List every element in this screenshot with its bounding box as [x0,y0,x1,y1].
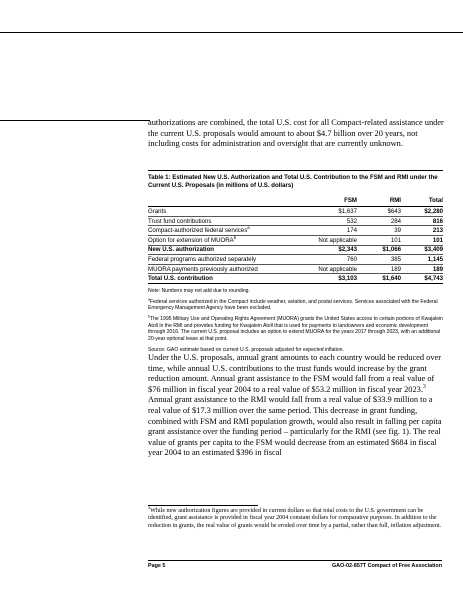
cell-fsm: 174 [301,226,357,236]
cell-rmi: $1,066 [357,245,401,255]
cell-fsm: $2,343 [301,245,357,255]
table-notes [148,288,443,353]
cell-rmi: 385 [357,255,401,265]
cell-total: 189 [401,264,443,274]
footnote-marker: b [233,234,237,240]
cell-rmi: $643 [357,207,401,217]
page-number: Page 5 [148,563,166,569]
row-label: Total U.S. contribution [148,274,301,284]
cell-fsm: 532 [301,216,357,226]
table-note: Note: Numbers may not add due to rounding. [148,287,250,294]
cell-total: 213 [401,226,443,236]
cell-rmi: 189 [357,264,401,274]
row-label: Federal programs authorized separately [148,255,301,265]
table-note-b: $^b$The 1995 Military Use and Operating Rights Agreement (MUORA) grants the United States access to certain portions of Kwajalein Atoll in the RMI and provides funding for Kwajalein Atoll that is used for payments to landowners and economic development through 2016. The current U.S. proposal includes an option to extend MUORA for the years 2017 through 2023, with an additional 20-year optional lease at that point. [148,314,444,342]
row-label: New U.S. authorization [148,245,301,255]
header-fsm: FSM [301,197,357,207]
row-label: Trust fund contributions [148,216,301,226]
table-row-subtotal [148,245,443,255]
body-paragraph-2: Under the U.S. proposals, annual grant amounts to each country would be reduced over time, while annual U.S. contributions to the trust funds would increase by the grant reduction amount. Annual grant assistance to the FSM would fall from a real value of $76 million in fiscal year 2004 to a real value of $53.2 million in fiscal year 2023.$^3$ Annual grant assistance to the RMI would fall from a real value of $33.9 million to a real value of $17.3 million over the same period. This decrease in grant funding, combined with FSM and RMI population growth, would also result in falling per capita grant assistance over the funding period – particularly for the RMI (see fig. 1). The real value of grants per capita to the FSM would decrease from an estimated $684 in fiscal year 2004 to an estimated $396 in fiscal [148,353,442,458]
table-row [148,255,443,265]
body-paragraph-1: authorizations are combined, the total U.S. cost for all Compact-related assistance under the current U.S. proposals would amount to about $4.7 billion over 20 years, not including costs for administration and oversight that are currently unknown. [148,118,444,149]
table-1 [148,170,443,357]
row-label: Compact-authorized federal services$^a$ [148,226,301,236]
margin-rule [0,120,150,121]
table-row [148,264,443,274]
cell-fsm: $1,637 [301,207,357,217]
header-total: Total [401,197,443,207]
table-title: Table 1: Estimated New U.S. Authorization and Total U.S. Contribution to the FSM and RMI under the Current U.S. Proposals (in millions of U.S. dollars) [148,170,443,189]
table-note-a: $^a$Federal services authorized in the Compact include weather, aviation, and postal services. Services associated with the Federal Emergency Management Agency have been excluded. [148,297,438,312]
page-footer [148,563,442,569]
cell-fsm: Not applicable [301,235,357,245]
footnote-ref: 3 [422,383,426,390]
cell-rmi: 39 [357,226,401,236]
cell-fsm: Not applicable [301,264,357,274]
table-row-total [148,274,443,284]
cell-total: 101 [401,235,443,245]
cell-rmi: 284 [357,216,401,226]
cell-total: 1,145 [401,255,443,265]
cell-rmi: $1,640 [357,274,401,284]
cell-fsm: $3,103 [301,274,357,284]
table-header-row [148,197,443,207]
table-row [148,235,443,245]
cell-total: $3,409 [401,245,443,255]
footnote: $^3$While new authorization figures are provided in current dollars so that total costs to the U.S. government can be identified, grant assistance is provided in fiscal year 2004 constant dollars for comparative purposes. In addition to the reduction in grants, the real value of grants would be eroded over time by a partial, rather than full, inflation adjustment. [148,505,442,529]
table-source: Source: GAO estimate based on current U.S. proposals adjusted for expected inflation. [148,346,344,353]
header-label [148,197,301,207]
cell-total: $2,280 [401,207,443,217]
row-label: Option for extension of MUORA$^b$ [148,235,301,245]
header-rmi: RMI [357,197,401,207]
header-rule [0,32,463,33]
table-row [148,207,443,217]
footer-rule [148,560,442,561]
row-label: MUORA payments previously authorized [148,264,301,274]
report-id: GAO-02-857T Compact of Free Association [331,563,442,569]
cell-total: 816 [401,216,443,226]
table-row [148,226,443,236]
table-row [148,216,443,226]
footnote-separator [148,505,258,506]
footnote-marker: a [247,225,250,231]
row-label: Grants [148,207,301,217]
cell-total: $4,743 [401,274,443,284]
cell-fsm: 760 [301,255,357,265]
cell-rmi: 101 [357,235,401,245]
data-table [148,197,443,284]
